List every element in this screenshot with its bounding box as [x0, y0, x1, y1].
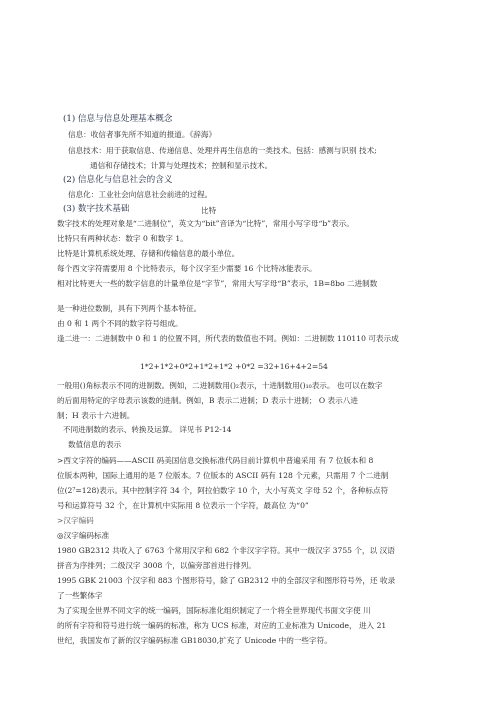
paragraph-line: 逢二进一：二进制数中 0 和 1 的位置不同，所代表的数值也不同。例如：二进制数 110110 可表示成	[57, 334, 399, 343]
paragraph-line: 信息化：工业社会向信息社会前进的过程。	[68, 190, 213, 199]
paragraph-line: 世纪，我国发布了新的汉字编码标准 GB18030,扩充了 Unicode 中的一些字符。	[57, 636, 332, 645]
paragraph-line: 位(2⁷=128)表示。其中控制字符 34 个，阿拉伯数字 10 个，大小写英文 字母 52 个，各种标点符	[57, 486, 389, 495]
paragraph-line: 相对比特更大一些的数字信息的计量单位是“字节”，常用大写字母“B”表示，1B=8bo 二进制数	[57, 279, 378, 288]
formula-line: 1*2+1*2+0*2+1*2+1*2 +0*2 =32+16+4+2=54	[140, 362, 328, 371]
paragraph-line: 数字技术的处理对象是“二进制位”，英文为“bit”音译为“比特”，常用小写字母“b”表示。	[57, 219, 354, 228]
paragraph-line: 不同进制数的表示、转换及运算。 详见书 P12-14	[63, 425, 232, 434]
subheading-numeric-info: 数值信息的表示	[68, 440, 122, 449]
paragraph-line: 通信和存储技术；计算与处理技术；控制和显示技术。	[90, 161, 273, 170]
paragraph-line: 了一些繁体字	[57, 591, 103, 600]
paragraph-line: 比特只有两种状态：数字 0 和数字 1。	[57, 234, 188, 243]
paragraph-line: 比特是计算机系统处理、存储和传输信息的最小单位。	[57, 249, 240, 258]
paragraph-line: 的所有字符和符号进行统一编码的标准，称为 UCS 标准，对应的工业标准为 Unicode， 进入 21	[57, 621, 387, 630]
subheading-bit: 比特	[201, 206, 217, 215]
paragraph-line: 制；H 表示十六进制。	[57, 411, 135, 420]
paragraph-line: 信息技术：用于获取信息、传递信息、处理并再生信息的一类技术。包括：感测与识别 技术;	[68, 146, 377, 155]
paragraph-line: 是一种进位数制，具有下列两个基本特征。	[57, 304, 202, 313]
paragraph-line: 拼音为序排列；二级汉字 3008 个，以偏旁部首进行排列。	[57, 561, 256, 570]
paragraph-line: 号和运算符号 32 个，在计算机中实际用 8 位表示一个字符，最高位 为“0”	[57, 501, 309, 510]
paragraph-line: 由 0 和 1 两个不同的数字符号组成。	[57, 319, 183, 328]
section-heading-2: (2) 信息化与信息社会的含义	[63, 175, 173, 185]
section-heading-1: (1) 信息与信息处理基本概念	[63, 114, 173, 124]
subheading-chinese-encoding: >汉字编码	[57, 516, 94, 525]
paragraph-line: 一般用()角标表示不同的进制数。例如，二进制数用()₂表示，十进制数用()₁₀表示。 也可以在数字	[57, 381, 383, 390]
paragraph-line: 1995 GBK 21003 个汉字和 883 个图形符号，除了 GB2312 中的全部汉字和图形符号外，还 收录	[57, 576, 396, 585]
paragraph-line: >西文字符的编码——ASCII 码美国信息交换标准代码目前计算机中普遍采用 有 7 位版本和 8	[57, 456, 374, 465]
subheading-encoding-standards: ◎汉字编码标准	[57, 531, 110, 540]
section-heading-3: (3) 数字技术基础	[63, 204, 130, 214]
paragraph-line: 的后面用特定的字母表示该数的进制。例如，B 表示二进制；D 表示十进制； O 表示八进	[57, 396, 358, 405]
paragraph-line: 位版本两种，国际上通用的是 7 位版本。7 位版本的 ASCII 码有 128 个元素，只需用 7 个二进制	[57, 471, 389, 480]
paragraph-line: 信息：收信者事先所不知道的报道。《辞海》	[68, 130, 217, 139]
paragraph-line: 1980 GB2312 共收入了 6763 个常用汉字和 682 个非汉字字符。其中一级汉字 3755 个，以 汉语	[57, 546, 395, 555]
paragraph-line: 为了实现全世界不同文字的统一编码，国际标准化组织制定了一个将全世界现代书面文字使 川	[57, 606, 371, 615]
paragraph-line: 每个西文字符需要用 8 个比特表示，每个汉字至少需要 16 个比特冰能表示。	[57, 264, 317, 273]
